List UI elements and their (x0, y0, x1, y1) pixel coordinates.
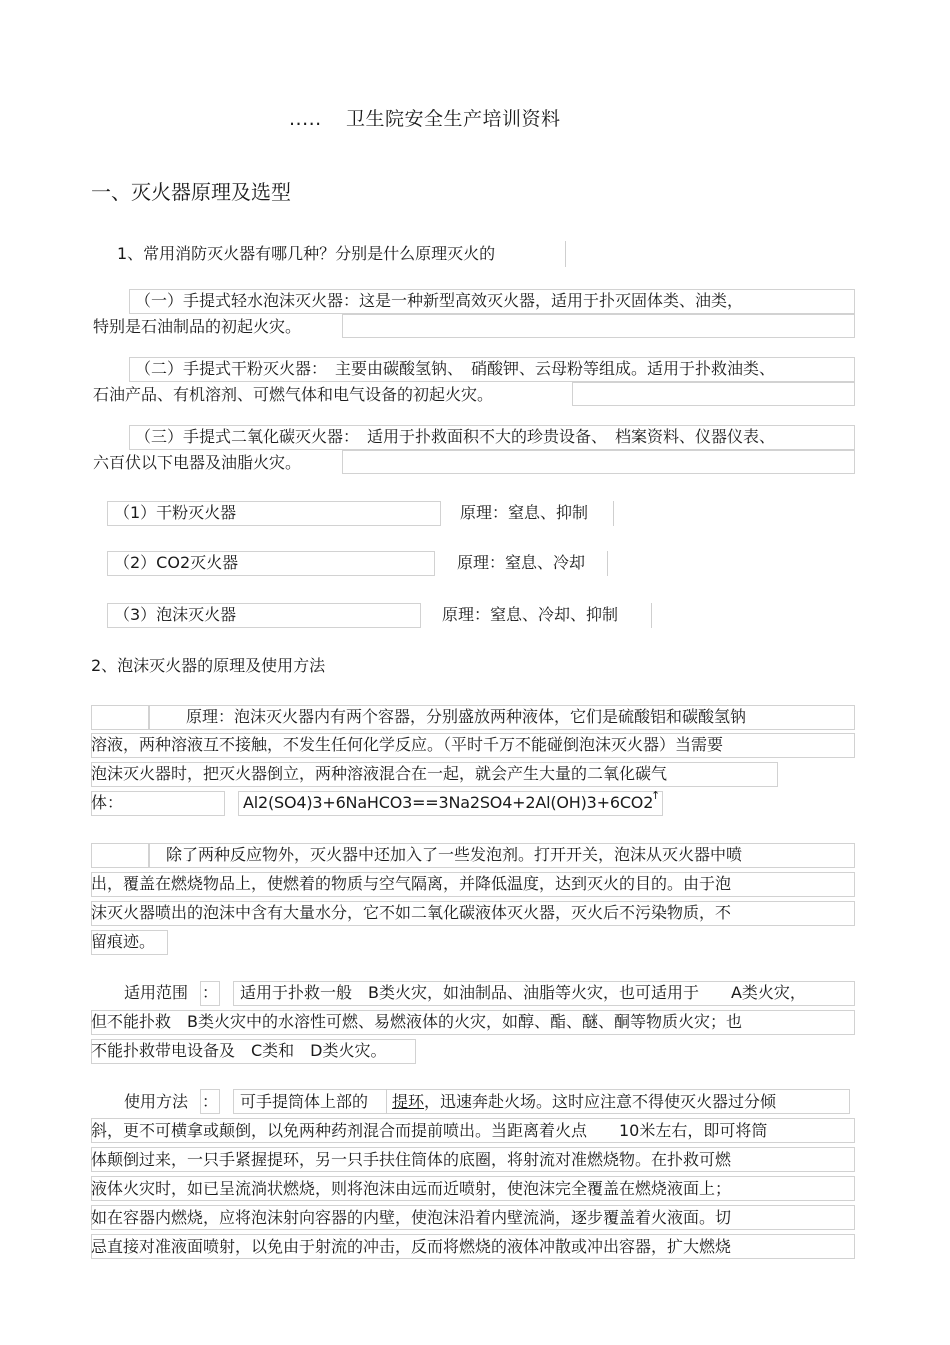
paragraph-line: 不能扑救带电设备及 C类和 D类火灾。 (91, 1041, 387, 1060)
extinguisher-principle: 原理：窒息、冷却、抑制 (442, 605, 619, 624)
paragraph-line: （一）手提式轻水泡沫灭火器：这是一种新型高效灭火器，适用于扑灭固体类、油类， (135, 291, 744, 310)
paragraph-line: 泡沫灭火器时，把灭火器倒立，两种溶液混合在一起，就会产生大量的二氧化碳气 (91, 764, 668, 783)
extinguisher-type: （1）干粉灭火器 (114, 503, 237, 522)
paragraph-line: ，迅速奔赴火场。这时应注意不得使灭火器过分倾 (424, 1092, 777, 1111)
paragraph-line: 液体火灾时，如已呈流淌状燃烧，则将泡沫由远而近喷射，使泡沫完全覆盖在燃烧液面上； (91, 1179, 732, 1198)
paragraph-line: 六百伏以下电器及油脂火灾。 (93, 453, 302, 472)
extinguisher-principle: 原理：窒息、抑制 (460, 503, 589, 522)
scope-colon: ： (202, 983, 219, 1002)
title-dots: ..... (289, 108, 322, 130)
paragraph-line: （三）手提式二氧化碳灭火器： 适用于扑救面积不大的珍贵设备、 档案资料、仪器仪表、 (135, 427, 776, 446)
cell-border (651, 603, 652, 628)
question-heading: 2、泡沫灭火器的原理及使用方法 (91, 656, 326, 675)
page-title: 卫生院安全生产培训资料 (346, 108, 561, 130)
cell-border (386, 1089, 387, 1114)
extinguisher-type: （3）泡沫灭火器 (114, 605, 237, 624)
paragraph-line: （二）手提式干粉灭火器： 主要由碳酸氢钠、 硝酸钾、云母粉等组成。适用于扑救油类、 (135, 359, 776, 378)
cell-border (613, 501, 614, 526)
paragraph-line: 适用于扑救一般 B类火灾，如油制品、油脂等火灾，也可适用于 A类火灾， (240, 983, 806, 1002)
handle-term: 提环 (392, 1092, 425, 1111)
paragraph-line: 原理：泡沫灭火器内有两个容器，分别盛放两种液体，它们是硫酸铝和碳酸氢钠 (186, 707, 747, 726)
usage-colon: ： (202, 1092, 219, 1111)
usage-label: 使用方法 (124, 1092, 189, 1111)
text-frame (342, 450, 855, 474)
paragraph-line: 沫灭火器喷出的泡沫中含有大量水分，它不如二氧化碳液体灭火器，灭火后不污染物质，不 (91, 903, 732, 922)
paragraph-line: 留痕迹。 (91, 932, 156, 951)
question-heading: 1、常用消防灭火器有哪几种？分别是什么原理灭火的 (117, 244, 496, 263)
paragraph-line: 溶液，两种溶液互不接触，不发生任何化学反应。（平时千万不能碰倒泡沫灭火器）当需要 (91, 735, 724, 754)
text-frame (342, 314, 855, 338)
text-frame (91, 843, 149, 868)
chemical-equation: Al2(SO4)3+6NaHCO3==3Na2SO4+2Al(OH)3+6CO2 (243, 793, 654, 812)
paragraph-line: 体： (91, 793, 124, 812)
paragraph-line: 特别是石油制品的初起火灾。 (93, 317, 302, 336)
paragraph-line: 忌直接对准液面喷射，以免由于射流的冲击，反而将燃烧的液体冲散或冲出容器，扩大燃烧 (91, 1237, 732, 1256)
paragraph-line: 体颠倒过来，一只手紧握提环，另一只手扶住筒体的底圈，将射流对准燃烧物。在扑救可燃 (91, 1150, 732, 1169)
extinguisher-principle: 原理：窒息、冷却 (457, 553, 586, 572)
gas-arrow-mark: ↑ (651, 789, 661, 802)
paragraph-line: 但不能扑救 B类火灾中的水溶性可燃、易燃液体的火灾，如醇、酯、醚、酮等物质火灾；也 (91, 1012, 742, 1031)
paragraph-line: 出，覆盖在燃烧物品上，使燃着的物质与空气隔离，并降低温度，达到灭火的目的。由于泡 (91, 874, 732, 893)
scope-label: 适用范围 (124, 983, 189, 1002)
cell-border (565, 241, 566, 267)
paragraph-line: 斜，更不可横拿或颠倒，以免两种药剂混合而提前喷出。当距离着火点 10米左右，即可将筒 (91, 1121, 768, 1140)
text-frame (572, 382, 855, 406)
cell-border (607, 551, 608, 576)
text-frame (91, 705, 149, 730)
paragraph-line: 可手提筒体上部的 (240, 1092, 369, 1111)
extinguisher-type: （2）CO2灭火器 (114, 553, 239, 572)
section-heading: 一、灭火器原理及选型 (91, 180, 291, 204)
paragraph-line: 除了两种反应物外，灭火器中还加入了一些发泡剂。打开开关，泡沫从灭火器中喷 (166, 845, 743, 864)
paragraph-line: 石油产品、有机溶剂、可燃气体和电气设备的初起火灾。 (93, 385, 494, 404)
paragraph-line: 如在容器内燃烧，应将泡沫射向容器的内壁，使泡沫沿着内壁流淌，逐步覆盖着火液面。切 (91, 1208, 732, 1227)
